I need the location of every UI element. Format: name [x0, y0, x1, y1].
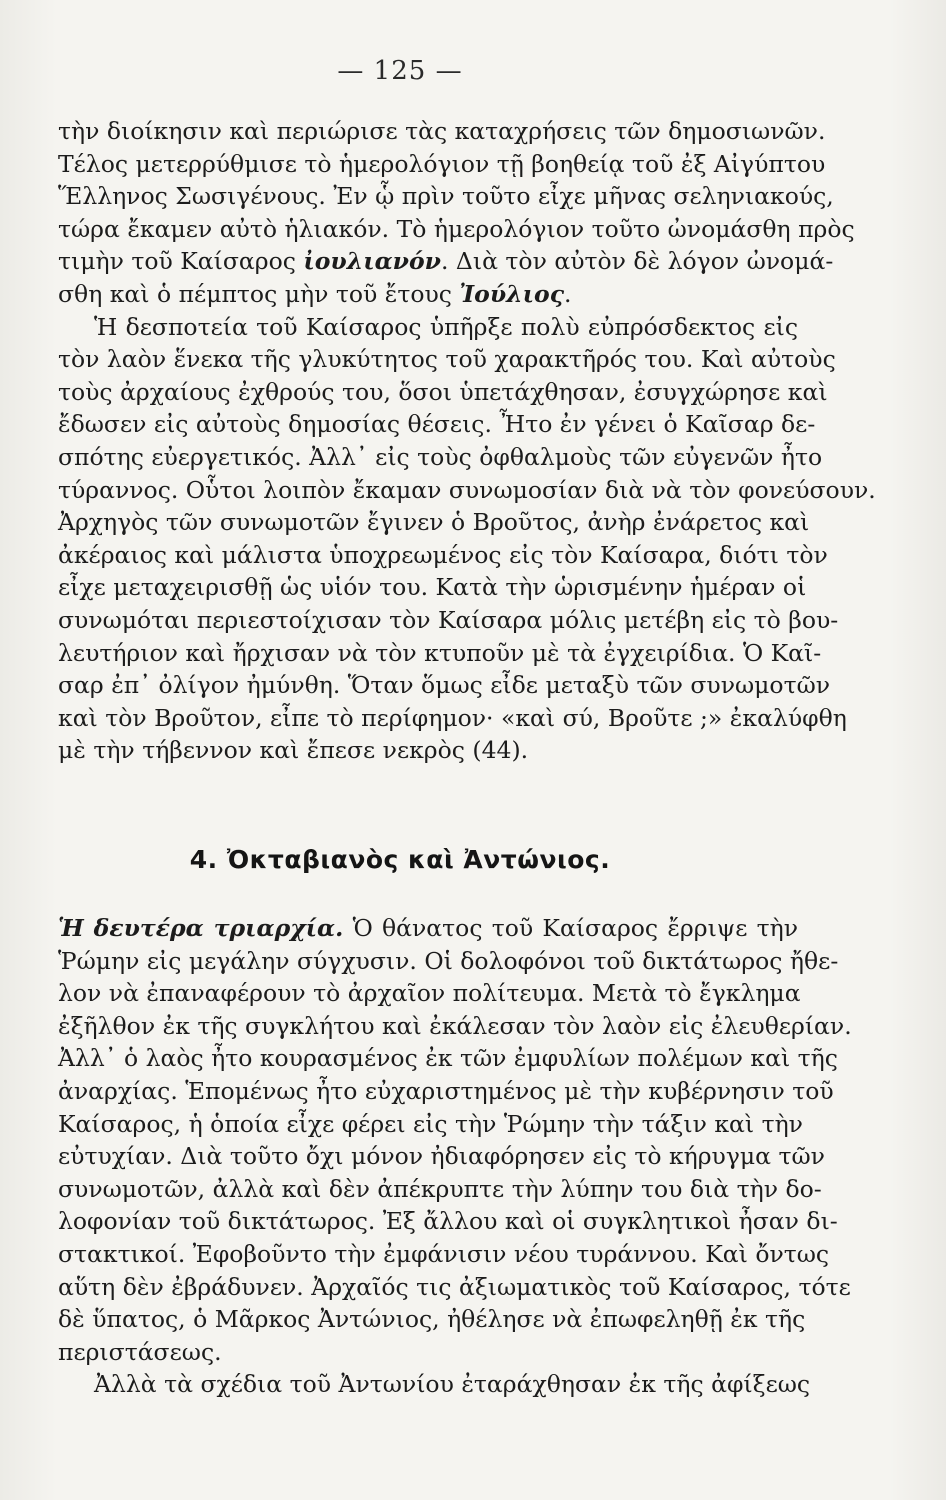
text-run: τιμὴν τοῦ Καίσαρος — [58, 247, 304, 276]
text-line: ἐξῆλθον ἐκ τῆς συγκλήτου καὶ ἐκάλεσαν τὸν λαὸν εἰς ἐλευθερίαν. — [58, 1011, 852, 1040]
text-line: τοὺς ἀρχαίους ἐχθρούς του, ὅσοι ὑπετάχθησαν, ἐσυγχώρησε καὶ — [58, 377, 828, 406]
text-line: σαρ ἐπ᾿ ὀλίγον ἠμύνθη. Ὅταν ὅμως εἶδε μεταξὺ τῶν συνωμοτῶν — [58, 671, 831, 700]
paragraph-lead-title: Ἡ δευτέρα τριαρχία. — [58, 914, 344, 942]
text-line: Ἕλληνος Σωσιγένους. Ἐν ᾧ πρὶν τοῦτο εἶχε μῆνας σεληνιακούς, — [58, 182, 834, 211]
text-line: Ῥώμην εἰς μεγάλην σύγχυσιν. Οἱ δολοφόνοι τοῦ δικτάτωρος ἤθε- — [58, 946, 839, 975]
text-block-lower — [58, 912, 852, 1401]
text-line: δὲ ὕπατος, ὁ Μᾶρκος Ἀντώνιος, ἠθέλησε νὰ ἐπωφεληθῇ ἐκ τῆς — [58, 1305, 806, 1334]
text-line: λον νὰ ἐπαναφέρουν τὸ ἀρχαῖον πολίτευμα. Μετὰ τὸ ἔγκλημα — [58, 979, 801, 1008]
text-line: συνωμόται περιεστοίχισαν τὸν Καίσαρα μόλις μετέβη εἰς τὸ βου- — [58, 605, 839, 634]
text-line: τώρα ἔκαμεν αὐτὸ ἡλιακόν. Τὸ ἡμερολόγιον τοῦτο ὠνομάσθη πρὸς — [58, 214, 855, 243]
text-run: σθη καὶ ὁ πέμπτος μὴν τοῦ ἔτους — [58, 279, 460, 308]
text-line: Ἀλλὰ τὰ σχέδια τοῦ Ἀντωνίου ἐταράχθησαν ἐκ τῆς ἀφίξεως — [94, 1370, 811, 1399]
text-line: περιστάσεως. — [58, 1337, 222, 1366]
text-line: Ἀλλ᾿ ὁ λαὸς ἦτο κουρασμένος ἐκ τῶν ἐμφυλίων πολέμων καὶ τῆς — [58, 1044, 838, 1073]
text-run: Ὁ θάνατος τοῦ Καίσαρος ἔρριψε τὴν — [343, 914, 798, 942]
text-line — [58, 278, 798, 311]
text-run: . Διὰ τὸν αὐτὸν δὲ λόγον ὠνομά- — [440, 247, 834, 276]
text-line: ἔδωσεν εἰς αὐτοὺς δημοσίας θέσεις. Ἦτο ἐν γένει ὁ Καῖσαρ δε- — [58, 410, 816, 439]
text-line: ἀκέραιος καὶ μάλιστα ὑποχρεωμένος εἰς τὸν Καίσαρα, διότι τὸν — [58, 540, 828, 569]
text-line: σπότης εὐεργετικός. Ἀλλ᾿ εἰς τοὺς ὀφθαλμοὺς τῶν εὐγενῶν ἦτο — [58, 442, 823, 471]
text-line: τὸν λαὸν ἕνεκα τῆς γλυκύτητος τοῦ χαρακτῆρός του. Καὶ αὐτοὺς — [58, 345, 836, 374]
text-line: εἶχε μεταχειρισθῇ ὡς υἱόν του. Κατὰ τὴν ὡρισμένην ἡμέραν οἱ — [58, 573, 807, 602]
text-line: αὕτη δὲν ἐβράδυνεν. Ἀρχαῖός τις ἀξιωματικὸς τοῦ Καίσαρος, τότε — [58, 1272, 851, 1301]
text-line: στακτικοί. Ἐφοβοῦντο τὴν ἐμφάνισιν νέου τυράννου. Καὶ ὄντως — [58, 1239, 830, 1268]
text-line — [58, 912, 798, 945]
paragraph-second-triumvirate — [58, 912, 852, 1368]
text-line: Ἀρχηγὸς τῶν συνωμοτῶν ἔγινεν ὁ Βροῦτος, ἀνὴρ ἐνάρετος καὶ — [58, 508, 810, 537]
paragraph-antonius-plans — [58, 1368, 811, 1401]
paragraph-caesar-death — [58, 311, 876, 767]
page-number: — 125 — — [337, 56, 463, 86]
text-run: . — [564, 279, 572, 308]
paragraph-calendar-reform — [58, 115, 855, 311]
text-line: λευτήριον καὶ ἤρχισαν νὰ τὸν κτυποῦν μὲ τὰ ἐγχειρίδια. Ὁ Καῖ- — [58, 638, 822, 667]
text-line: Τέλος μετερρύθμισε τὸ ἡμερολόγιον τῇ βοηθείᾳ τοῦ ἐξ Αἰγύπτου — [58, 149, 826, 178]
emphasized-term: ἰουλιανόν — [303, 247, 441, 276]
text-line: εὐτυχίαν. Διὰ τοῦτο ὄχι μόνον ἠδιαφόρησεν εἰς τὸ κήρυγμα τῶν — [58, 1142, 825, 1171]
text-line: λοφονίαν τοῦ δικτάτωρος. Ἐξ ἄλλου καὶ οἱ συγκλητικοὶ ἦσαν δι- — [58, 1207, 838, 1236]
text-line: τύραννος. Οὗτοι λοιπὸν ἔκαμαν συνωμοσίαν διὰ νὰ τὸν φονεύσουν. — [58, 475, 876, 504]
text-line: μὲ τὴν τήβεννον καὶ ἔπεσε νεκρὸς (44). — [58, 736, 529, 765]
text-line: Καίσαρος, ἡ ὁποία εἶχε φέρει εἰς τὴν Ῥώμην τὴν τάξιν καὶ τὴν — [58, 1109, 803, 1138]
section-heading: 4. Ὀκταβιανὸς καὶ Ἀντώνιος. — [189, 845, 611, 874]
text-line: συνωμοτῶν, ἀλλὰ καὶ δὲν ἀπέκρυπτε τὴν λύπην του διὰ τὴν δο- — [58, 1174, 822, 1203]
text-line — [58, 245, 834, 278]
text-block-upper — [58, 115, 876, 767]
text-line: τὴν διοίκησιν καὶ περιώρισε τὰς καταχρήσεις τῶν δημοσιωνῶν. — [58, 117, 826, 145]
text-line: καὶ τὸν Βροῦτον, εἶπε τὸ περίφημον· «καὶ σύ, Βροῦτε ;» ἐκαλύφθη — [58, 703, 847, 732]
text-line: Ἡ δεσποτεία τοῦ Καίσαρος ὑπῆρξε πολὺ εὐπρόσδεκτος εἰς — [94, 312, 798, 341]
emphasized-term: Ἰούλιος — [459, 279, 564, 308]
text-line: ἀναρχίας. Ἑπομένως ἦτο εὐχαριστημένος μὲ τὴν κυβέρνησιν τοῦ — [58, 1076, 834, 1105]
